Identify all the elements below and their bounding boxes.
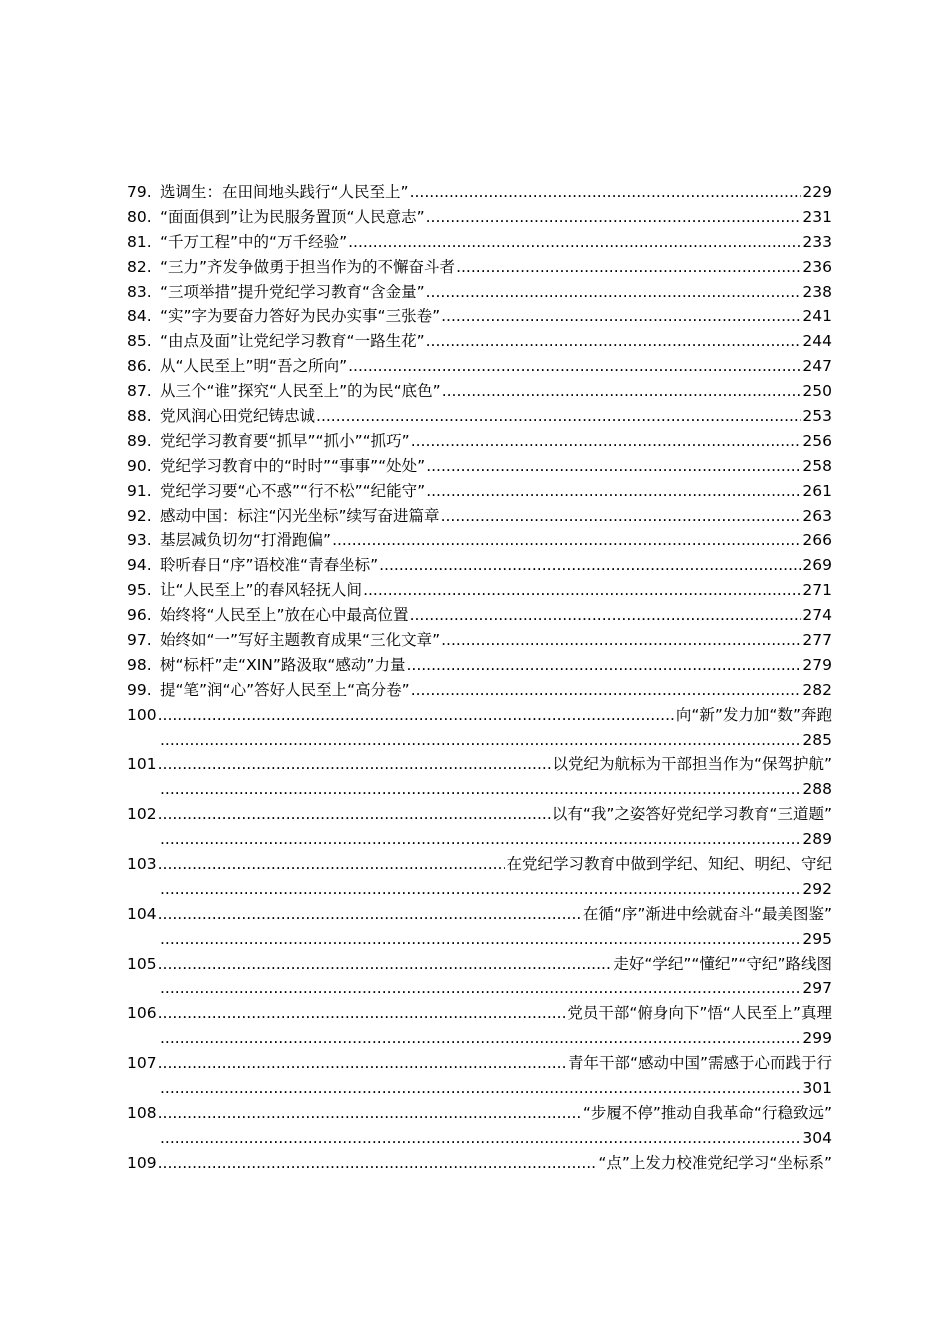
toc-entry-continuation [127,977,832,1002]
toc-entry-page: 233 [802,232,832,251]
toc-entry-title: 感动中国：标注“闪光坐标”续写奋进篇章 [160,506,440,525]
toc-entry-continuation [127,877,832,902]
dot-leader [158,1101,582,1126]
toc-entry-page: 247 [802,357,832,376]
toc-entry-number: 108 [127,1103,157,1122]
toc-entry-title: 党员干部“俯身向下”悟“人民至上”真理 [567,1004,832,1023]
toc-entry [127,280,832,305]
dot-leader [160,777,801,802]
toc-entry-page: 229 [802,182,832,201]
toc-entry-number: 106 [127,1004,157,1023]
toc-entry-number: 91. [127,481,152,500]
toc-entry-number: 98. [127,655,152,674]
toc-entry-title: “点”上发力校准党纪学习“坐标系” [598,1153,832,1172]
dot-leader [158,802,551,827]
toc-entry-page: 238 [802,282,832,301]
toc-entry-page: 295 [802,929,832,948]
toc-entry [127,1101,832,1126]
dot-leader [158,1051,567,1076]
toc-entry-number: 100 [127,705,157,724]
dot-leader [426,479,801,504]
toc-entry [127,578,832,603]
toc-entry-number: 80. [127,207,152,226]
toc-entry-number: 105 [127,954,157,973]
toc-entry-number: 82. [127,257,152,276]
toc-entry-title: 从三个“谁”探究“人民至上”的为民“底色” [160,382,441,401]
toc-entry-title: “面面俱到”让为民服务置顶“人民意志” [160,207,425,226]
dot-leader [160,877,801,902]
toc-entry-title: 从“人民至上”明“吾之所向” [160,357,348,376]
toc-entry-page: 285 [802,730,832,749]
toc-entry-number: 79. [127,182,152,201]
toc-entry-number: 88. [127,407,152,425]
dot-leader [160,1076,801,1101]
toc-entry-continuation [127,827,832,852]
toc-entry-title: 党纪学习要“心不惑”“行不松”“纪能守” [160,481,426,500]
dot-leader [158,952,613,977]
toc-entry-page: 266 [802,531,832,550]
toc-entry [127,703,832,728]
toc-entry-title: 选调生：在田间地头践行“人民至上” [160,182,409,201]
dot-leader [160,977,801,1002]
toc-entry [127,678,832,703]
toc-entry [127,752,832,777]
toc-entry [127,603,832,628]
dot-leader [363,578,801,603]
dot-leader [158,1001,567,1026]
toc-entry [127,504,832,529]
toc-entry-page: 301 [802,1079,832,1098]
dot-leader [348,230,801,255]
toc-entry [127,230,832,255]
dot-leader [426,280,802,305]
toc-entry [127,902,832,927]
toc-entry-title: “三项举措”提升党纪学习教育“含金量” [160,282,425,301]
toc-entry [127,553,832,578]
dot-leader [332,528,801,553]
toc-entry-page: 277 [802,631,832,650]
toc-entry-title: 党纪学习教育要“抓早”“抓小”“抓巧” [160,431,410,450]
toc-entry-page: 253 [802,407,832,425]
toc-entry-number: 103 [127,855,157,874]
dot-leader [160,728,801,753]
toc-entry-page: 263 [802,506,832,525]
toc-entry-title: “三力”齐发争做勇于担当作为的不懈奋斗者 [160,257,456,276]
dot-leader [426,454,801,479]
toc-entry-number: 84. [127,307,152,326]
toc-entry [127,304,832,329]
toc-entry-number: 95. [127,581,152,600]
dot-leader [426,205,802,230]
dot-leader [379,553,801,578]
dot-leader [441,628,801,653]
toc-entry [127,1001,832,1026]
dot-leader [441,504,802,529]
dot-leader [411,429,802,454]
dot-leader [406,653,801,678]
toc-entry-page: 258 [802,456,832,475]
dot-leader [158,852,506,877]
toc-entry-number: 104 [127,904,157,923]
dot-leader [160,1026,801,1051]
toc-entry-title: 走好“学纪”“懂纪”“守纪”路线图 [613,954,832,973]
dot-leader [160,927,801,952]
toc-entry-continuation [127,927,832,952]
toc-entry [127,952,832,977]
toc-entry-continuation [127,777,832,802]
toc-entry-title: 始终将“人民至上”放在心中最高位置 [160,606,409,625]
toc-entry [127,180,832,205]
toc-entry-page: 282 [802,680,832,699]
toc-entry-page: 236 [802,257,832,276]
toc-entry-number: 109 [127,1153,157,1172]
dot-leader [160,1126,801,1151]
toc-entry-number: 83. [127,282,152,301]
toc-entry [127,479,832,504]
toc-entry-page: 289 [802,830,832,849]
toc-entry [127,653,832,678]
toc-entry-title: 提“笔”润“心”答好人民至上“高分卷” [160,680,410,699]
toc-entry-title: 基层减负切勿“打滑跑偏” [160,531,332,550]
toc-entry-number: 94. [127,556,152,575]
toc-entry-title: 始终如“一”写好主题教育成果“三化文章” [160,631,441,650]
toc-entry [127,205,832,230]
toc-entry-number: 97. [127,631,152,650]
toc-entry-page: 231 [802,207,832,226]
toc-entry-number: 90. [127,456,152,475]
dot-leader [158,1151,598,1176]
toc-entry-page: 244 [802,332,832,351]
toc-entry [127,354,832,379]
toc-entry-number: 93. [127,531,152,550]
toc-entry-number: 89. [127,431,152,450]
toc-entry [127,802,832,827]
toc-entry-title: 党纪学习教育中的“时时”“事事”“处处” [160,456,426,475]
dot-leader [158,703,675,728]
toc-entry [127,379,832,404]
toc-entry-number: 81. [127,232,152,251]
toc-entry-title: 以有“我”之姿答好党纪学习教育“三道题” [551,805,832,824]
toc-entry [127,255,832,280]
toc-entry-page: 292 [802,879,832,898]
toc-entry-continuation [127,1026,832,1051]
toc-entry-number: 92. [127,506,152,525]
dot-leader [410,603,802,628]
toc-entry-title: “实”字为要奋力答好为民办实事“三张卷” [160,307,441,326]
toc-entry-continuation [127,1126,832,1151]
toc-entry-number: 102 [127,805,157,824]
toc-entry-title: “由点及面”让党纪学习教育“一路生花” [160,332,425,351]
toc-entry [127,454,832,479]
dot-leader [158,752,552,777]
dot-leader [410,180,802,205]
toc-entry-page: 279 [802,655,832,674]
toc-entry-title: “步履不停”推动自我革命“行稳致远” [582,1103,832,1122]
table-of-contents [127,180,832,1176]
toc-entry-number: 85. [127,332,152,351]
toc-entry-number: 86. [127,357,152,376]
toc-entry-page: 261 [802,481,832,500]
toc-entry-page: 271 [802,581,832,600]
toc-entry-title: “千万工程”中的“万千经验” [160,232,348,251]
toc-entry-title: 青年干部“感动中国”需感于心而践于行 [567,1054,832,1073]
toc-entry-number: 107 [127,1054,157,1073]
toc-entry-title: 树“标杆”走“XIN”路汲取“感动”力量 [160,655,406,674]
toc-entry-page: 288 [802,780,832,799]
toc-entry-title: 在党纪学习教育中做到学纪、知纪、明纪、守纪 [506,855,832,874]
toc-entry-page: 250 [802,382,832,401]
toc-entry-page: 241 [802,307,832,326]
toc-entry-page: 256 [802,431,832,450]
dot-leader [158,902,582,927]
toc-entry-page: 299 [802,1029,832,1048]
toc-entry-page: 297 [802,979,832,998]
toc-entry-number: 87. [127,382,152,401]
toc-entry-number: 99. [127,680,152,699]
dot-leader [348,354,801,379]
toc-entry-continuation [127,728,832,753]
toc-entry [127,852,832,877]
dot-leader [441,304,801,329]
toc-entry-title: 在循“序”渐进中绘就奋斗“最美图鉴” [582,904,832,923]
toc-entry [127,429,832,454]
dot-leader [456,255,801,280]
toc-entry-continuation [127,1076,832,1101]
toc-entry [127,628,832,653]
toc-entry [127,329,832,354]
toc-entry-title: 党风润心田党纪铸忠诚 [160,407,316,425]
dot-leader [316,404,801,429]
dot-leader [426,329,802,354]
toc-entry-title: 以党纪为航标为干部担当作为“保驾护航” [552,755,832,774]
dot-leader [442,379,802,404]
dot-leader [160,827,801,852]
toc-entry-number: 96. [127,606,152,625]
toc-entry-title: 聆听春日“序”语校准“青春坐标” [160,556,379,575]
toc-entry-page: 269 [802,556,832,575]
toc-entry [127,1051,832,1076]
toc-entry-title: 让“人民至上”的春风轻抚人间 [160,581,363,600]
toc-entry-title: 向“新”发力加“数”奔跑 [675,705,832,724]
toc-entry-page: 304 [802,1128,832,1147]
toc-entry-number: 101 [127,755,157,774]
toc-entry [127,404,832,429]
toc-entry-page: 274 [802,606,832,625]
dot-leader [411,678,802,703]
toc-entry [127,528,832,553]
toc-entry [127,1151,832,1176]
